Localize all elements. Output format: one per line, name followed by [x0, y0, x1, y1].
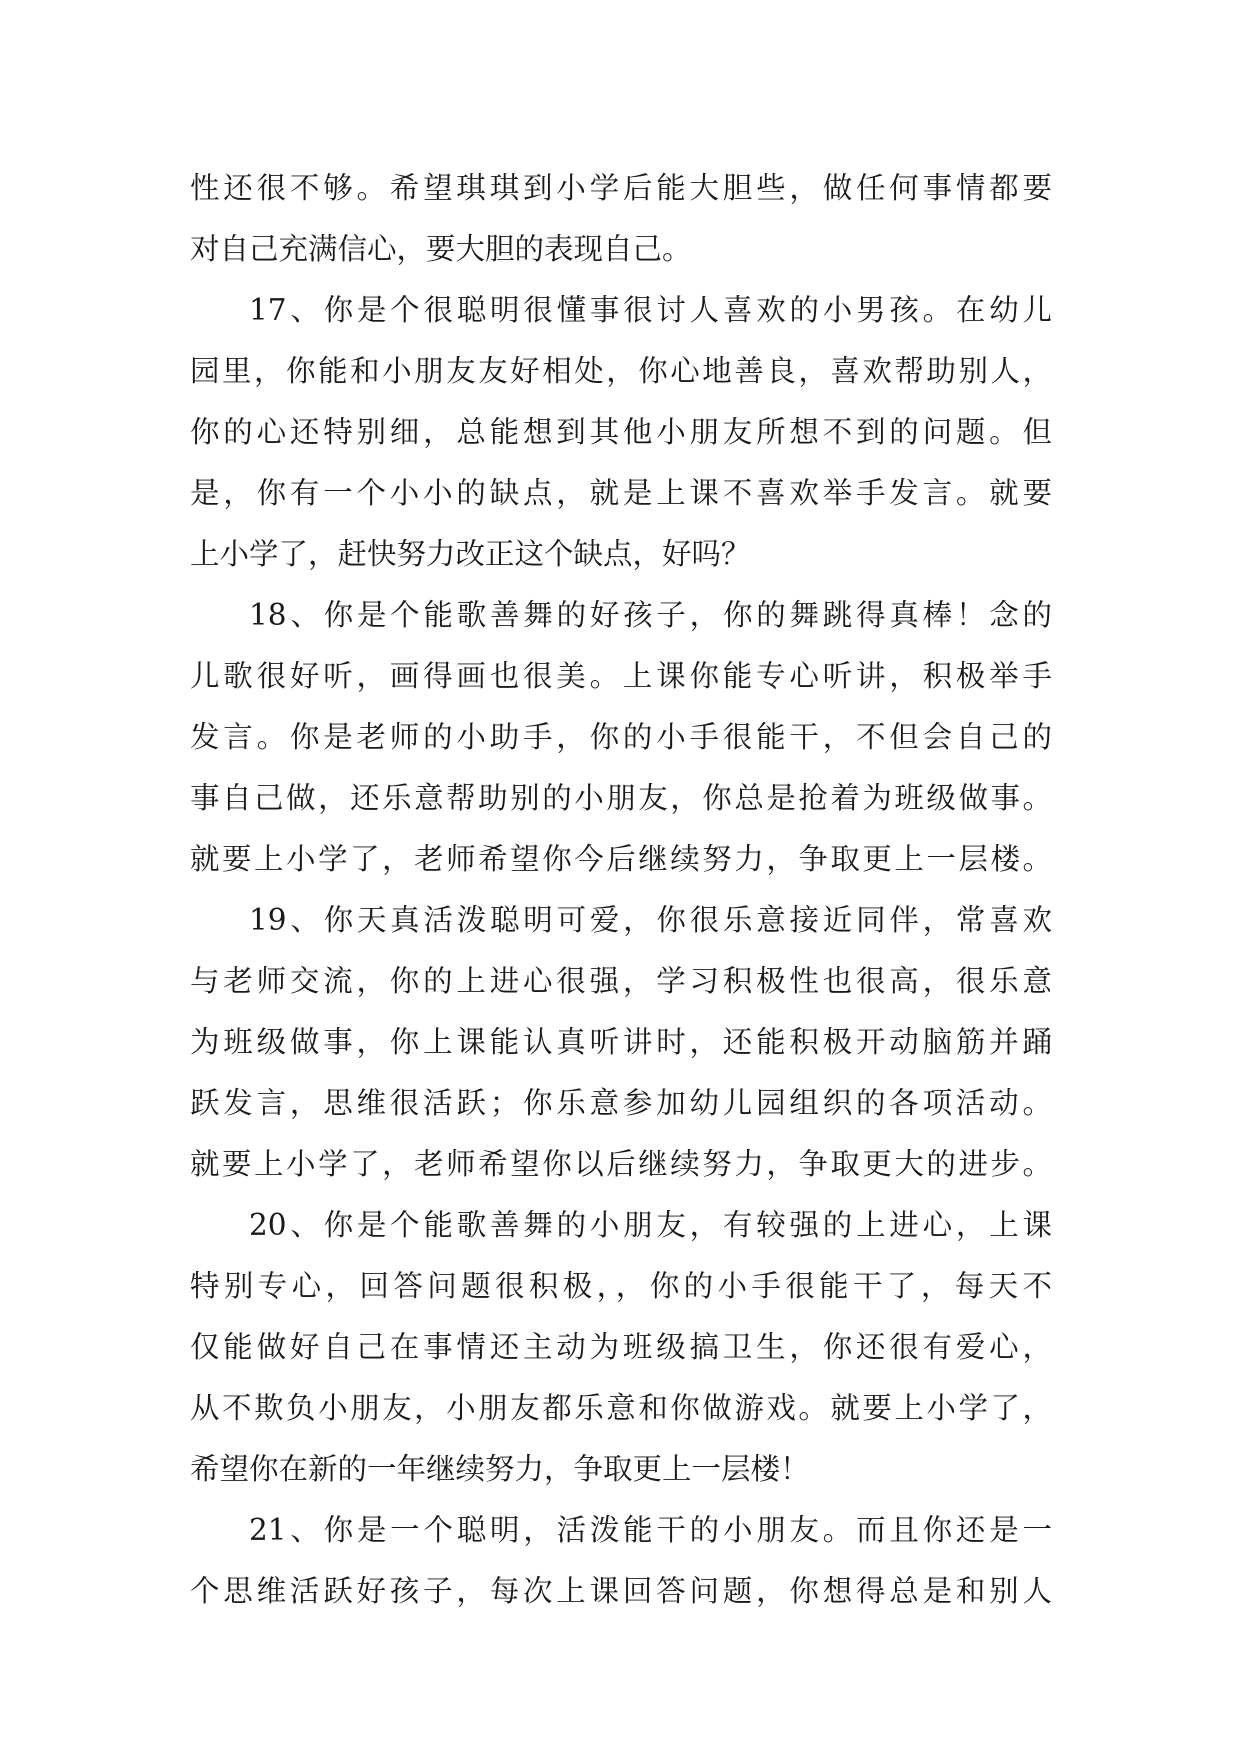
text-line: 为班级做事，你上课能认真听讲时，还能积极开动脑筋并踊 — [190, 1025, 1052, 1059]
text-line: 与老师交流，你的上进心很强，学习积极性也很高，很乐意 — [190, 964, 1052, 998]
text-line: 希望你在新的一年继续努力，争取更上一层楼！ — [190, 1452, 810, 1486]
text-line: 个思维活跃好孩子，每次上课回答问题，你想得总是和别人 — [190, 1574, 1052, 1608]
text-line: 上小学了，赶快努力改正这个缺点，好吗？ — [190, 537, 751, 571]
paragraph-first-line: 18、你是个能歌善舞的好孩子，你的舞跳得真棒！念的 — [249, 598, 1052, 632]
document-body — [190, 158, 1052, 1622]
text-line: 儿歌很好听，画得画也很美。上课你能专心听讲，积极举手 — [190, 659, 1052, 693]
text-line: 就要上小学了，老师希望你今后继续努力，争取更上一层楼。 — [190, 842, 1052, 876]
text-line: 就要上小学了，老师希望你以后继续努力，争取更大的进步。 — [190, 1147, 1052, 1181]
text-line: 事自己做，还乐意帮助别的小朋友，你总是抢着为班级做事。 — [190, 781, 1052, 815]
text-line: 你的心还特别细，总能想到其他小朋友所想不到的问题。但 — [190, 415, 1052, 449]
text-line: 发言。你是老师的小助手，你的小手很能干，不但会自己的 — [190, 720, 1052, 754]
text-line: 园里，你能和小朋友友好相处，你心地善良，喜欢帮助别人， — [190, 354, 1052, 388]
text-line: 跃发言，思维很活跃；你乐意参加幼儿园组织的各项活动。 — [190, 1086, 1052, 1120]
text-line: 性还很不够。希望琪琪到小学后能大胆些，做任何事情都要 — [190, 171, 1052, 205]
text-line: 特别专心，回答问题很积极，，你的小手很能干了，每天不 — [190, 1269, 1052, 1303]
paragraph-first-line: 19、你天真活泼聪明可爱，你很乐意接近同伴，常喜欢 — [249, 903, 1052, 937]
text-line: 从不欺负小朋友，小朋友都乐意和你做游戏。就要上小学了， — [190, 1391, 1052, 1425]
paragraph-first-line: 17、你是个很聪明很懂事很讨人喜欢的小男孩。在幼儿 — [249, 293, 1052, 327]
text-line: 是，你有一个小小的缺点，就是上课不喜欢举手发言。就要 — [190, 476, 1052, 510]
paragraph-first-line: 20、你是个能歌善舞的小朋友，有较强的上进心，上课 — [249, 1208, 1052, 1242]
text-line: 仅能做好自己在事情还主动为班级搞卫生，你还很有爱心， — [190, 1330, 1052, 1364]
paragraph-first-line: 21、你是一个聪明，活泼能干的小朋友。而且你还是一 — [249, 1513, 1052, 1547]
text-line: 对自己充满信心，要大胆的表现自己。 — [190, 232, 692, 266]
